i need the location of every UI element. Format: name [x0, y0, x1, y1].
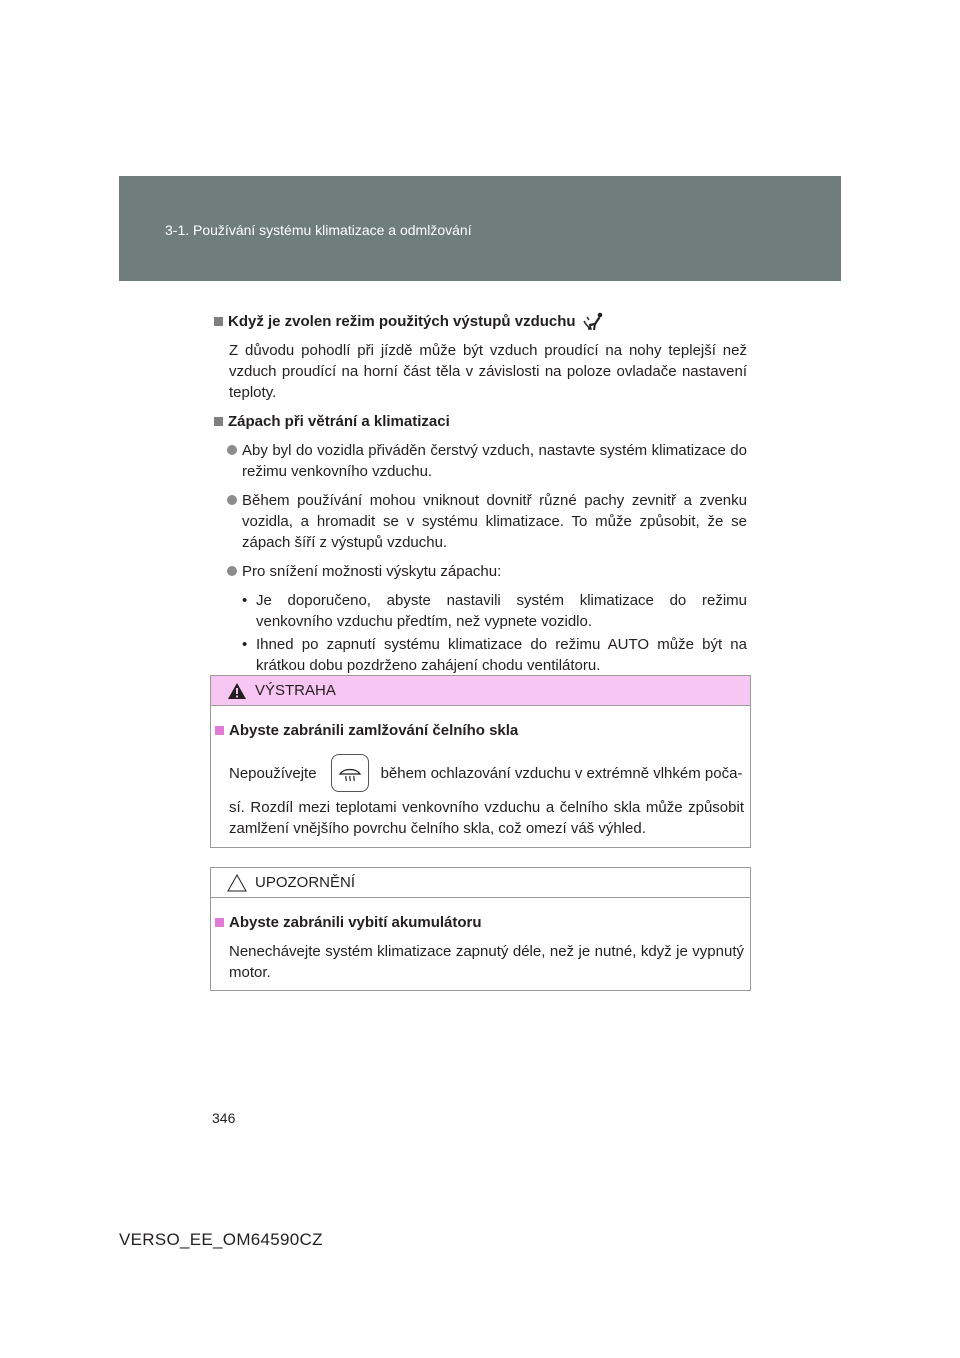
square-marker-icon	[214, 417, 223, 426]
caution-title: Abyste zabránili vybití akumulátoru	[215, 912, 744, 933]
section-text-airflow: Z důvodu pohodlí při jízdě může být vzduch proudící na nohy teplejší než vzduch proudící na horní část těla v závislosti na poloze ovladače nastavení teploty.	[229, 342, 747, 401]
list-item: Pro snížení možnosti výskytu zápachu:	[212, 561, 747, 582]
warning-text: sí. Rozdíl mezi teplotami venkovního vzduchu a čelního skla může způsobit zamlžení vnějšího povrchu čelního skla, což omezí váš výhled.	[229, 799, 744, 837]
caution-triangle-icon	[227, 874, 247, 892]
square-marker-icon	[215, 726, 224, 735]
warning-header	[211, 676, 750, 706]
warning-triangle-icon	[227, 682, 247, 700]
list-item: Během používání mohou vniknout dovnitř různé pachy zevnitř a zvenku vozidla, a hromadit se v systému klimatizace. To může způsobit, že se zápach šíří z výstupů vzduchu.	[212, 490, 747, 553]
warning-box	[210, 675, 751, 848]
caution-header	[211, 868, 750, 898]
main-content	[212, 311, 747, 678]
bullet-icon	[227, 445, 237, 455]
caution-label: UPOZORNĚNÍ	[255, 874, 356, 891]
bullet-icon	[227, 566, 237, 576]
chapter-header	[119, 176, 841, 281]
warning-text-line: Nepoužívejte během ochlazování vzduchu v extrémně vlhkém poča-	[215, 749, 744, 797]
section-title-airflow: Když je zvolen režim použitých výstupů vzduchu	[212, 311, 747, 332]
warning-title: Abyste zabránili zamlžování čelního skla	[215, 720, 744, 741]
chapter-title: 3-1. Používání systému klimatizace a odmlžování	[165, 222, 472, 238]
square-marker-icon	[214, 317, 223, 326]
list-item: Aby byl do vozidla přiváděn čerstvý vzduch, nastavte systém klimatizace do režimu venkovního vzduchu.	[212, 440, 747, 482]
bullet-icon	[227, 495, 237, 505]
section-title-odor: Zápach při větrání a klimatizaci	[212, 411, 747, 432]
windshield-defrost-icon	[331, 754, 369, 792]
document-code: VERSO_EE_OM64590CZ	[119, 1230, 323, 1249]
sub-list-item: • Je doporučeno, abyste nastavili systém klimatizace do režimu venkovního vzduchu předtím, než vypnete vozidlo.	[242, 592, 747, 630]
sub-list-item: • Ihned po zapnutí systému klimatizace do režimu AUTO může být na krátkou dobu pozdrženo zahájení chodu ventilátoru.	[242, 636, 747, 674]
page-number: 346	[212, 1110, 236, 1126]
square-marker-icon	[215, 918, 224, 927]
caution-text: Nenechávejte systém klimatizace zapnutý déle, než je nutné, když je vypnutý motor.	[229, 943, 744, 981]
feet-airflow-icon	[582, 312, 606, 332]
caution-box	[210, 867, 751, 991]
warning-label: VÝSTRAHA	[255, 682, 336, 699]
